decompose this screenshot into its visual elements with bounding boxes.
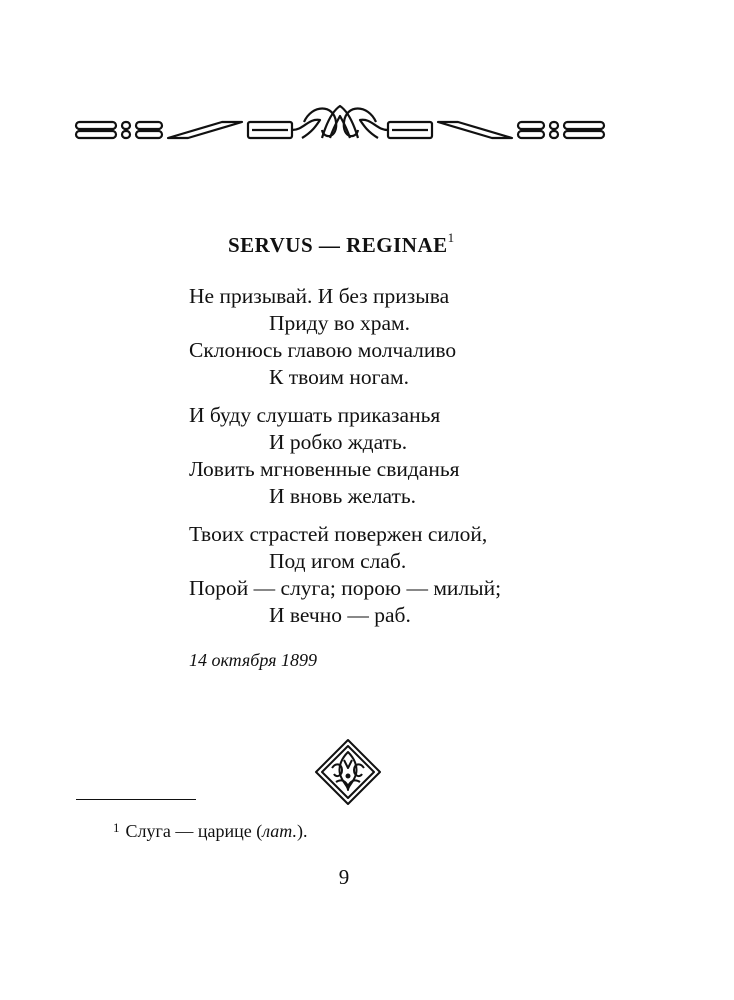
poem-line: Твоих страстей повержен силой,: [189, 522, 488, 546]
poem-line: Склонюсь главою молчаливо: [189, 338, 457, 362]
poem-title: [228, 232, 455, 258]
footnote-marker: 1: [113, 820, 120, 835]
poem-line: И вечно — раб.: [269, 603, 411, 627]
diamond-vignette-icon: [314, 738, 382, 806]
poem-line: И робко ждать.: [269, 430, 408, 454]
footnote-text: Слуга — царице (: [125, 821, 263, 841]
footnote-rule: [76, 799, 196, 800]
title-footnote-marker: 1: [447, 230, 455, 245]
stanza: [189, 283, 501, 391]
poem-line: Приду во храм.: [269, 311, 410, 335]
footnote: [113, 821, 308, 842]
decorative-divider-icon: [72, 98, 608, 146]
poem-line: Ловить мгновенные свиданья: [189, 457, 460, 481]
footnote-close: ).: [297, 821, 308, 841]
poem-date: 14 октября 1899: [189, 650, 317, 670]
poem-title-text: SERVUS — REGINAE: [228, 233, 448, 257]
poem-line: Под игом слаб.: [269, 549, 407, 573]
poem-line: Порой — слуга; порою — милый;: [189, 576, 502, 600]
footnote-language-note: лат.: [262, 821, 298, 841]
poem-line: И вновь желать.: [269, 484, 417, 508]
poem-body: [189, 283, 501, 640]
poem-line: И буду слушать приказанья: [189, 403, 441, 427]
poem-line: Не призывай. И без призыва: [189, 284, 450, 308]
stanza: [189, 402, 501, 510]
poem-line: К твоим ногам.: [269, 365, 409, 389]
stanza: [189, 521, 501, 629]
page-number: 9: [338, 865, 350, 889]
